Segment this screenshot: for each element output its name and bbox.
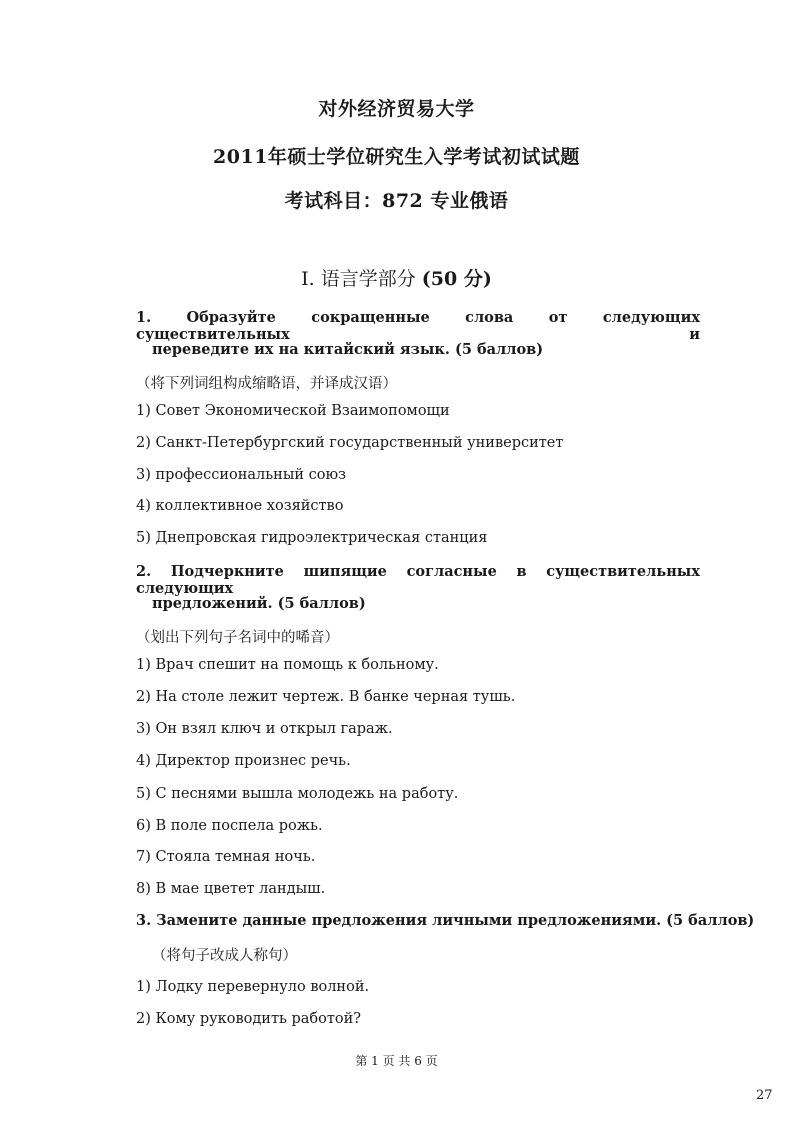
section-score: (50 分)	[421, 268, 492, 290]
q3-heading: 3. Замените данные предложения личными предложениями. (5 баллов)	[136, 912, 755, 929]
q1-item: 5) Днепровская гидроэлектрическая станция	[136, 530, 488, 546]
university-title: 对外经济贸易大学	[318, 98, 475, 120]
q1-heading-line2: переведите их на китайский язык. (5 баллов)	[152, 341, 544, 358]
q2-heading-line2: предложений. (5 баллов)	[152, 595, 366, 612]
q1-item: 4) коллективное хозяйство	[136, 498, 344, 514]
q3-hint: （将句子改成人称句）	[152, 948, 297, 964]
q2-heading-line1: 2. Подчеркните шипящие согласные в существительных следующих	[136, 563, 700, 597]
q2-item: 2) На столе лежит чертеж. В банке черная тушь.	[136, 689, 516, 705]
q2-item: 8) В мае цветет ландыш.	[136, 881, 326, 897]
exam-title: 2011年硕士学位研究生入学考试初试试题	[213, 146, 580, 168]
q1-hint: （将下列词组构成缩略语，并译成汉语）	[136, 376, 397, 392]
q2-hint: （划出下列句子名词中的唏音）	[136, 630, 339, 646]
section-heading	[0, 264, 793, 291]
q2-item: 3) Он взял ключ и открыл гараж.	[136, 721, 393, 737]
q2-item: 5) С песнями вышла молодежь на работу.	[136, 786, 459, 802]
q2-item: 1) Врач спешит на помощь к больному.	[136, 657, 439, 673]
q3-item: 2) Кому руководить работой?	[136, 1011, 362, 1027]
q2-item: 7) Стояла темная ночь.	[136, 849, 316, 865]
q1-item: 1) Совет Экономической Взаимопомощи	[136, 403, 450, 419]
q2-item: 6) В поле поспела рожь.	[136, 818, 323, 834]
q1-item: 3) профессиональный союз	[136, 467, 347, 483]
corner-page-number: 27	[756, 1088, 773, 1103]
q2-item: 4) Директор произнес речь.	[136, 753, 351, 769]
section-label: Ⅰ. 语言学部分	[301, 268, 416, 290]
q1-item: 2) Санкт-Петербургский государственный университет	[136, 435, 564, 451]
q3-item: 1) Лодку перевернуло волной.	[136, 979, 370, 995]
page-footer: 第 1 页 共 6 页	[355, 1054, 438, 1068]
exam-subject: 考试科目：872 专业俄语	[284, 190, 509, 212]
q1-heading-line1: 1. Образуйте сокращенные слова от следующих существительных и	[136, 309, 700, 343]
